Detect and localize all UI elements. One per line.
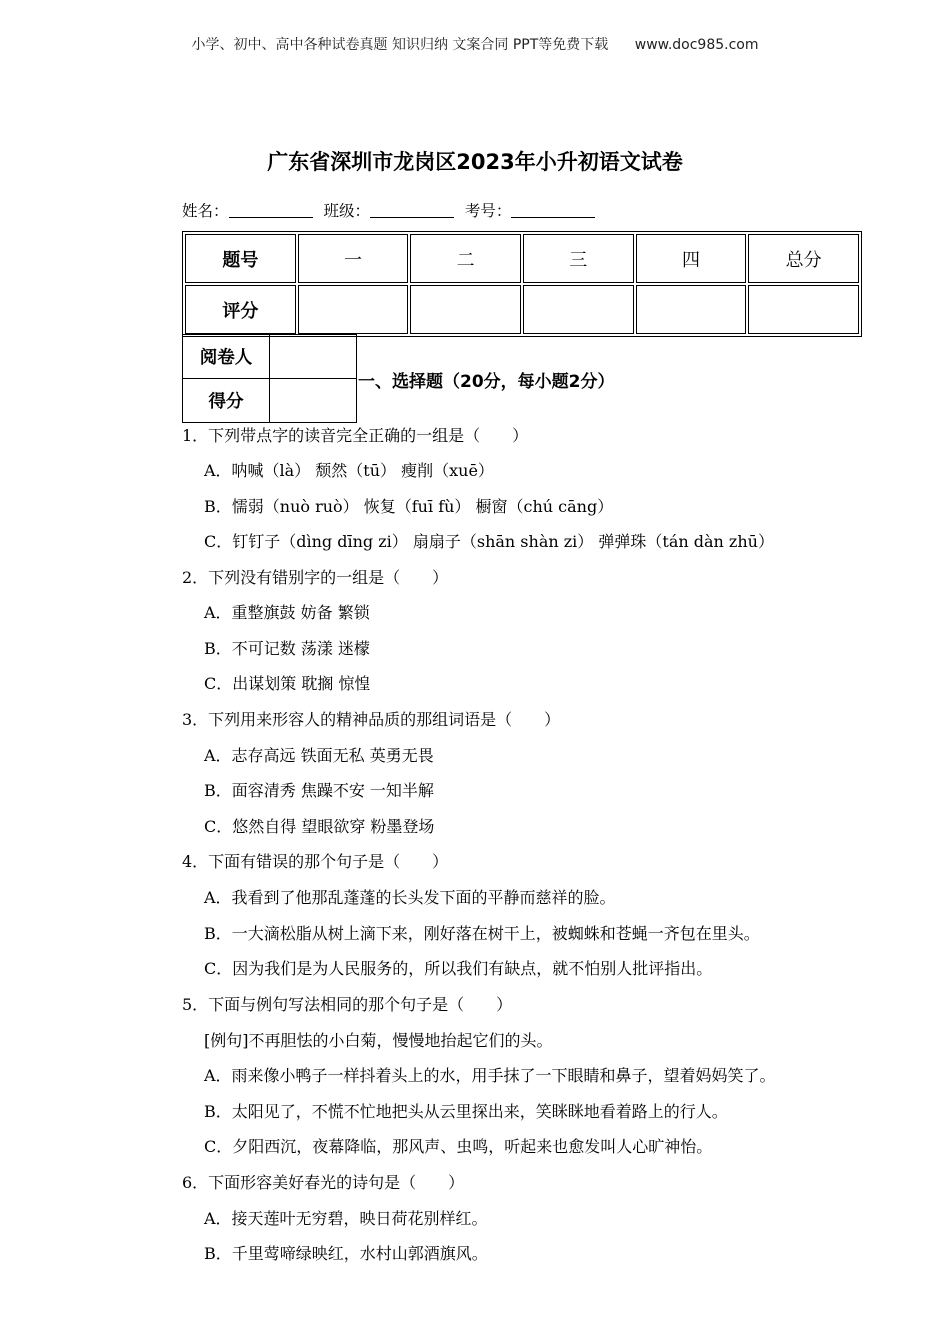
grader-table — [182, 334, 357, 423]
score-cell — [523, 285, 634, 334]
question-stem: 2．下列没有错别字的一组是（ ） — [182, 568, 449, 587]
id-label: 考号： — [464, 202, 512, 220]
question-option: A．志存高远 铁面无私 英勇无畏 — [204, 746, 434, 765]
question-option: B．不可记数 荡漾 迷檬 — [204, 639, 370, 658]
reader-label: 阅卷人 — [183, 335, 270, 379]
class-label: 班级： — [323, 202, 370, 220]
question-stem: 4．下面有错误的那个句子是（ ） — [182, 852, 449, 871]
score-header-cell: 总分 — [748, 234, 859, 283]
question-stem: 5．下面与例句写法相同的那个句子是（ ） — [182, 995, 513, 1014]
question-option: B．懦弱（nuò ruò） 恢复（fuī fù） 橱窗（chú cāng） — [204, 497, 614, 516]
score-cell — [748, 285, 859, 334]
question-option: A．重整旗鼓 妨备 繁锁 — [204, 603, 370, 622]
header-text: 小学、初中、高中各种试卷真题 知识归纳 文案合同 PPT等免费下载 — [191, 37, 609, 53]
id-blank — [511, 203, 595, 218]
score-header-cell: 三 — [523, 234, 634, 283]
grader-score-cell — [270, 379, 357, 423]
question-option: B．太阳见了，不慌不忙地把头从云里探出来，笑眯眯地看着路上的行人。 — [204, 1102, 728, 1121]
question-option: C．出谋划策 耽搁 惊惶 — [204, 674, 371, 693]
example-sentence: [例句]不再胆怯的小白菊，慢慢地抬起它们的头。 — [204, 1031, 553, 1050]
question-option: A．雨来像小鸭子一样抖着头上的水，用手抹了一下眼睛和鼻子，望着妈妈笑了。 — [204, 1066, 776, 1085]
question-option: C．悠然自得 望眼欲穿 粉墨登场 — [204, 817, 435, 836]
score-header-cell: 四 — [636, 234, 747, 283]
header-site: www.doc985.com — [634, 37, 759, 53]
section-heading: 一、选择题（20分，每小题2分） — [358, 372, 615, 392]
question-stem: 3．下列用来形容人的精神品质的那组词语是（ ） — [182, 710, 561, 729]
student-info — [182, 199, 601, 221]
page-header — [0, 34, 950, 54]
score-label: 得分 — [183, 379, 270, 423]
score-row-label: 评分 — [185, 285, 296, 334]
question-option: B．面容清秀 焦躁不安 一知半解 — [204, 781, 434, 800]
score-cell — [298, 285, 409, 334]
name-label: 姓名： — [182, 202, 229, 220]
score-header-cell: 题号 — [185, 234, 296, 283]
question-stem: 1．下列带点字的读音完全正确的一组是（ ） — [182, 426, 529, 445]
question-option: A．呐喊（là） 颓然（tū） 瘦削（xuē） — [204, 461, 494, 480]
question-option: B．千里莺啼绿映红，水村山郭酒旗风。 — [204, 1244, 488, 1263]
reader-cell — [270, 335, 357, 379]
question-option: B．一大滴松脂从树上滴下来，刚好落在树干上，被蜘蛛和苍蝇一齐包在里头。 — [204, 924, 760, 943]
class-blank — [370, 203, 454, 218]
question-option: C．钉钉子（dìng dīng zi） 扇扇子（shān shàn zi） 弹弹珠（tán dàn zhū） — [204, 532, 774, 551]
score-header-row — [185, 234, 859, 283]
score-cell — [636, 285, 747, 334]
question-option: A．我看到了他那乱蓬蓬的长头发下面的平静而慈祥的脸。 — [204, 888, 616, 907]
question-option: C．夕阳西沉，夜幕降临，那风声、虫鸣，听起来也愈发叫人心旷神怡。 — [204, 1137, 713, 1156]
question-option: C．因为我们是为人民服务的，所以我们有缺点，就不怕别人批评指出。 — [204, 959, 713, 978]
question-option: A．接天莲叶无穷碧，映日荷花别样红。 — [204, 1209, 488, 1228]
score-table — [182, 231, 862, 337]
score-cell — [410, 285, 521, 334]
question-stem: 6．下面形容美好春光的诗句是（ ） — [182, 1173, 465, 1192]
score-header-cell: 一 — [298, 234, 409, 283]
score-header-cell: 二 — [410, 234, 521, 283]
score-value-row — [185, 285, 859, 334]
name-blank — [229, 203, 313, 218]
exam-title: 广东省深圳市龙岗区2023年小升初语文试卷 — [267, 150, 683, 174]
